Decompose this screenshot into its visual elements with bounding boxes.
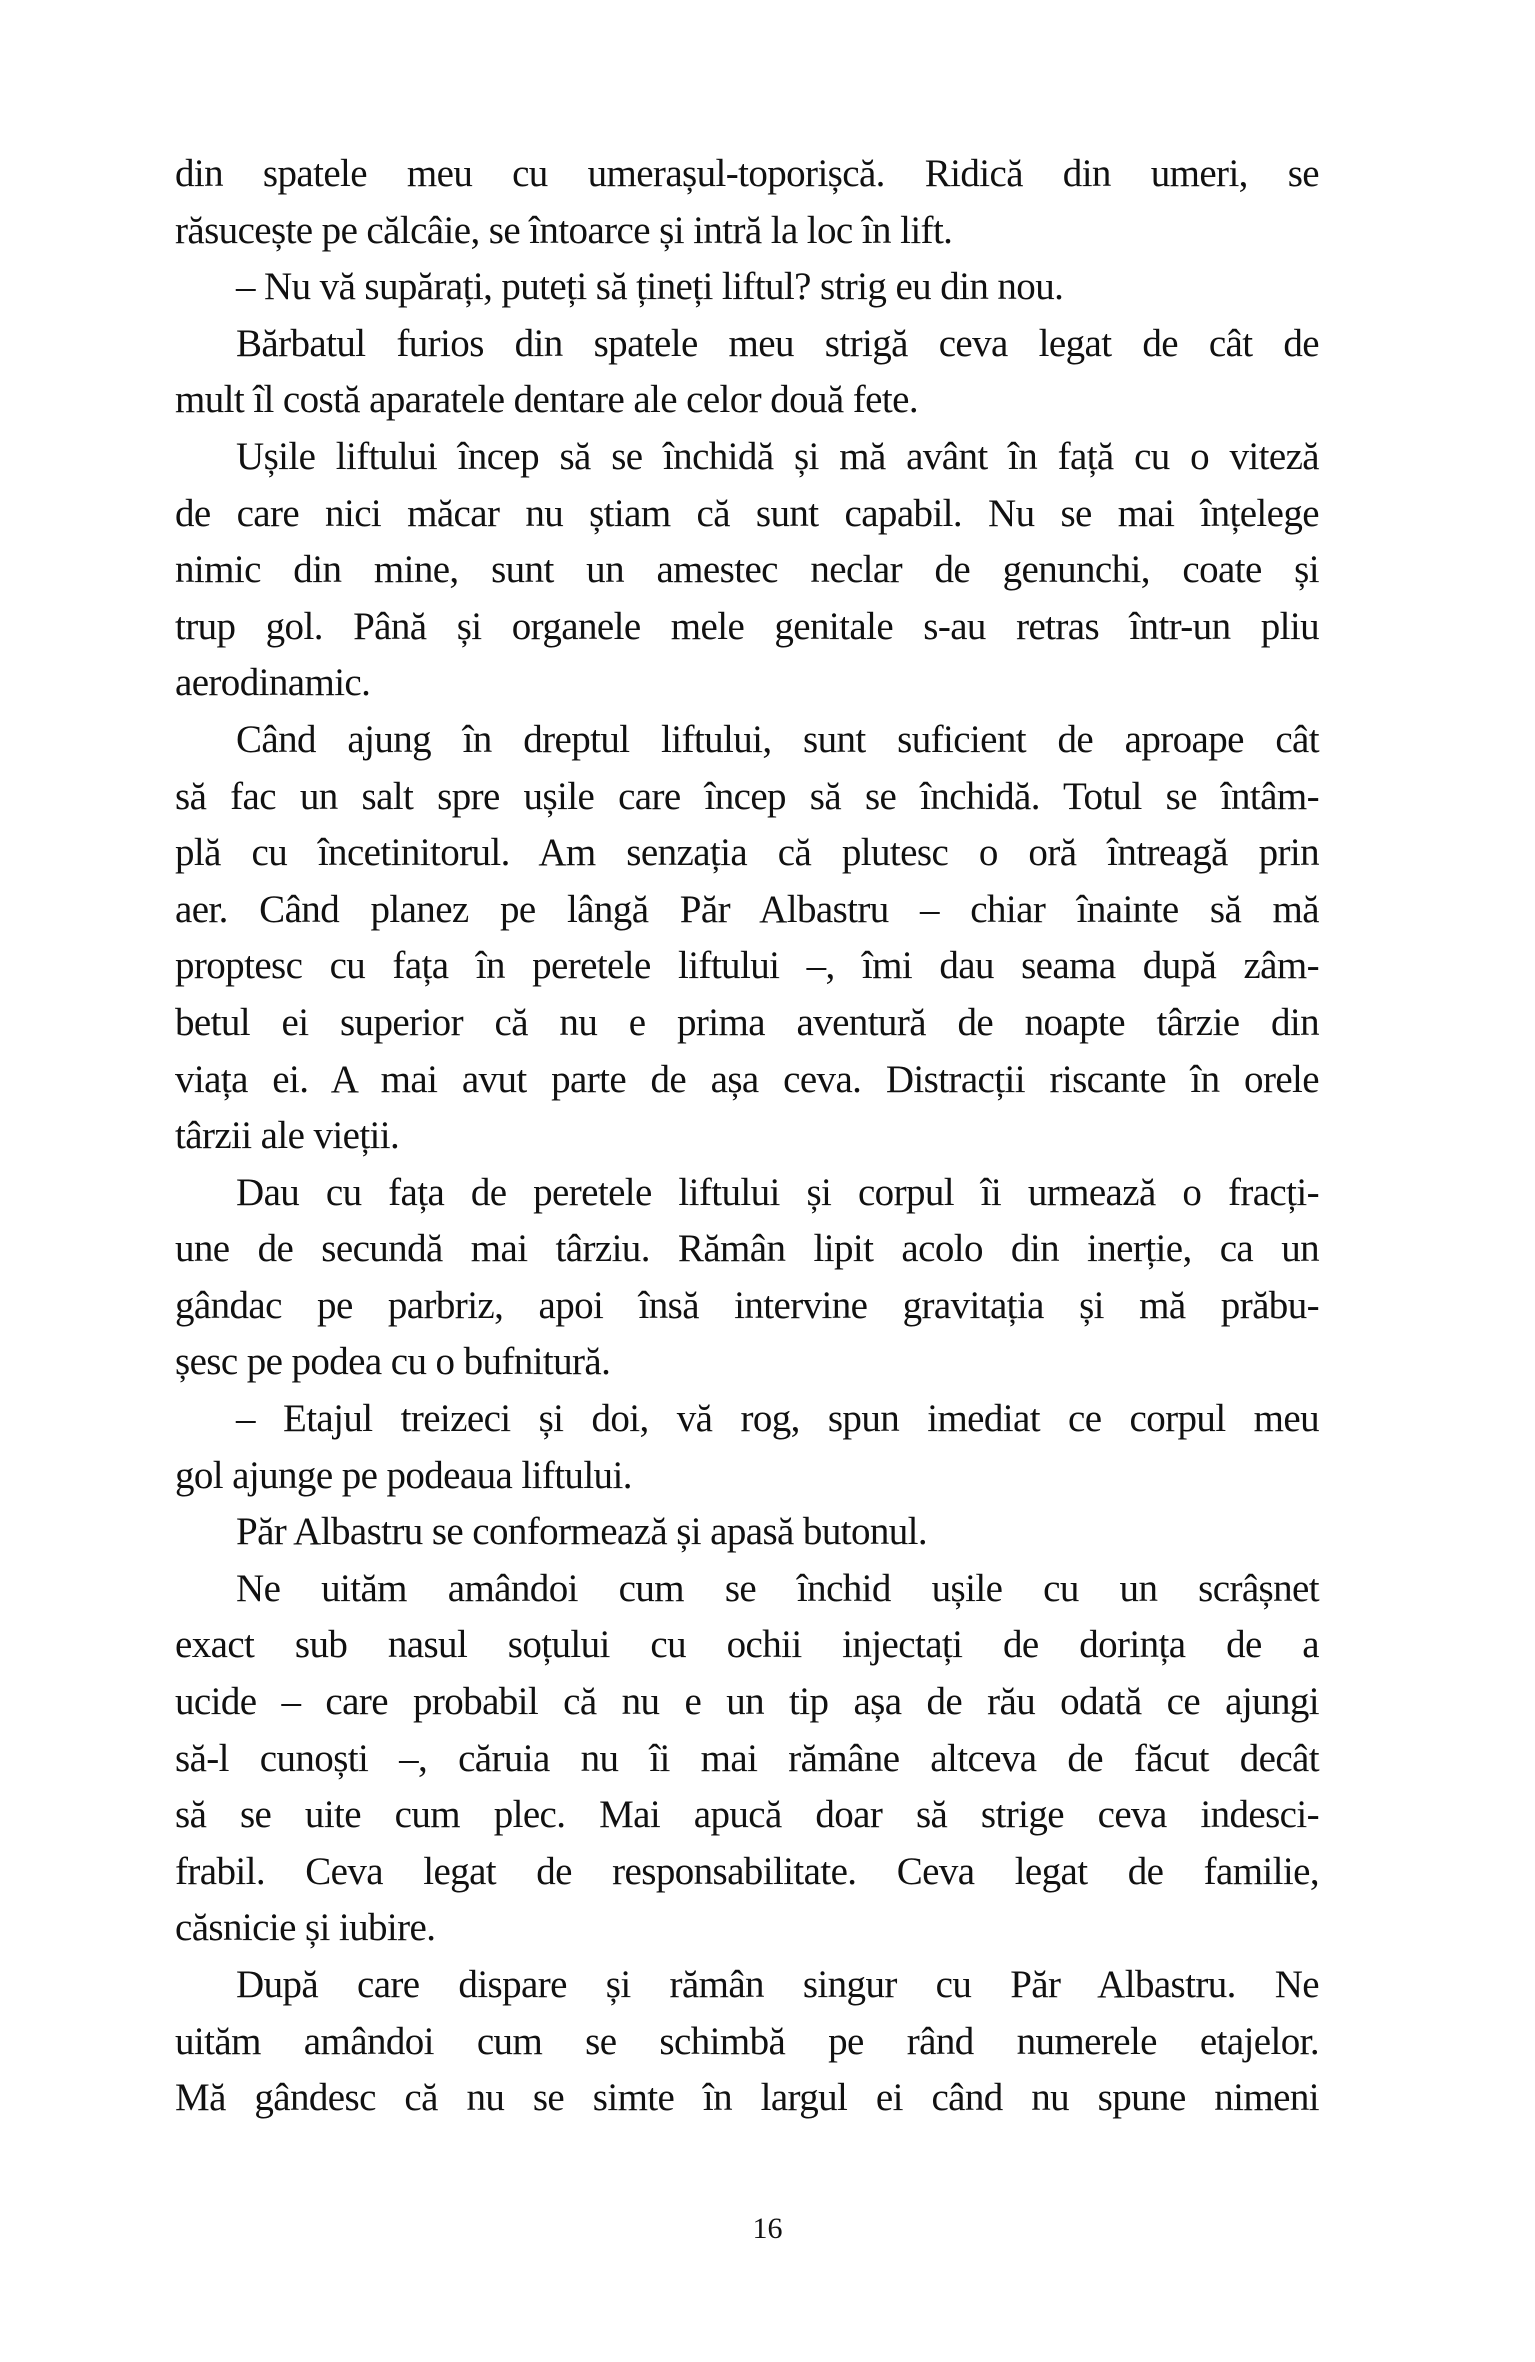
- paragraph: [175, 429, 1319, 712]
- text-line: Păr Albastru se conformează și apasă butonul.: [236, 1510, 928, 1554]
- text-line: uităm amândoi cum se schimbă pe rând numerele etajelor.: [175, 2019, 1319, 2063]
- text-line: de care nici măcar nu știam că sunt capabil. Nu se mai înțelege: [175, 491, 1319, 535]
- text-line: gândac pe parbriz, apoi însă intervine gravitația și mă prăbu-: [175, 1283, 1319, 1327]
- text-line: Ușile liftului încep să se închidă și mă avânt în față cu o viteză: [236, 434, 1319, 478]
- text-line: mult îl costă aparatele dentare ale celor două fete.: [175, 378, 918, 422]
- text-line: exact sub nasul soțului cu ochii injectați de dorința de a: [175, 1623, 1319, 1667]
- paragraph: [175, 712, 1319, 1165]
- text-line: nimic din mine, sunt un amestec neclar de genunchi, coate și: [175, 548, 1319, 592]
- text-line: – Nu vă supărați, puteți să țineți liftul? strig eu din nou.: [236, 265, 1064, 309]
- text-line: șesc pe podea cu o bufnitură.: [175, 1340, 611, 1384]
- text-line: trup gol. Până și organele mele genitale s-au retras într-un pliu: [175, 604, 1319, 648]
- paragraph: [175, 1957, 1319, 2127]
- text-line: să se uite cum plec. Mai apucă doar să strige ceva indesci-: [175, 1793, 1319, 1837]
- text-line: După care dispare și rămân singur cu Păr Albastru. Ne: [236, 1963, 1319, 2006]
- text-line: proptesc cu fața în peretele liftului –, îmi dau seama după zâm-: [175, 944, 1319, 988]
- paragraph: [175, 1561, 1319, 1957]
- paragraph: [175, 1391, 1319, 1504]
- text-line: Mă gândesc că nu se simte în largul ei când nu spune nimeni: [175, 2076, 1319, 2120]
- paragraph: [175, 1504, 1319, 1561]
- text-line: din spatele meu cu umerașul-toporișcă. Ridică din umeri, se: [175, 152, 1319, 195]
- text-line: ucide – care probabil că nu e un tip așa de rău odată ce ajungi: [175, 1680, 1319, 1724]
- text-line: viața ei. A mai avut parte de așa ceva. Distracții riscante în orele: [175, 1057, 1319, 1101]
- text-line: plă cu încetinitorul. Am senzația că plutesc o oră întreagă prin: [175, 831, 1319, 875]
- text-line: une de secundă mai târziu. Rămân lipit acolo din inerție, ca un: [175, 1227, 1319, 1271]
- text-line: aerodinamic.: [175, 661, 371, 705]
- text-line: aer. Când planez pe lângă Păr Albastru – chiar înainte să mă: [175, 887, 1319, 931]
- paragraph: [175, 1165, 1319, 1391]
- paragraph: [175, 316, 1319, 429]
- text-line: betul ei superior că nu e prima aventură de noapte târzie din: [175, 1000, 1319, 1044]
- book-page-text: [175, 146, 1319, 2127]
- text-line: să-l cunoști –, căruia nu îi mai rămâne altceva de făcut decât: [175, 1736, 1319, 1780]
- text-line: – Etajul treizeci și doi, vă rog, spun imediat ce corpul meu: [236, 1397, 1319, 1441]
- text-line: Bărbatul furios din spatele meu strigă ceva legat de cât de: [236, 321, 1319, 365]
- page-number: 16: [752, 2212, 783, 2245]
- text-line: frabil. Ceva legat de responsabilitate. Ceva legat de familie,: [175, 1849, 1319, 1893]
- paragraph: [175, 146, 1319, 259]
- text-line: căsnicie și iubire.: [175, 1906, 436, 1950]
- text-line: Când ajung în dreptul liftului, sunt suficient de aproape cât: [236, 717, 1319, 761]
- text-line: târzii ale vieții.: [175, 1114, 400, 1158]
- text-line: gol ajunge pe podeaua liftului.: [175, 1453, 632, 1497]
- text-line: să fac un salt spre ușile care încep să se închidă. Totul se întâm-: [175, 774, 1319, 818]
- text-line: Dau cu fața de peretele liftului și corpul îi urmează o fracți-: [236, 1170, 1319, 1214]
- text-line: Ne uităm amândoi cum se închid ușile cu un scrâșnet: [236, 1566, 1319, 1610]
- paragraph: [175, 259, 1319, 316]
- text-line: răsucește pe călcâie, se întoarce și intră la loc în lift.: [175, 208, 953, 252]
